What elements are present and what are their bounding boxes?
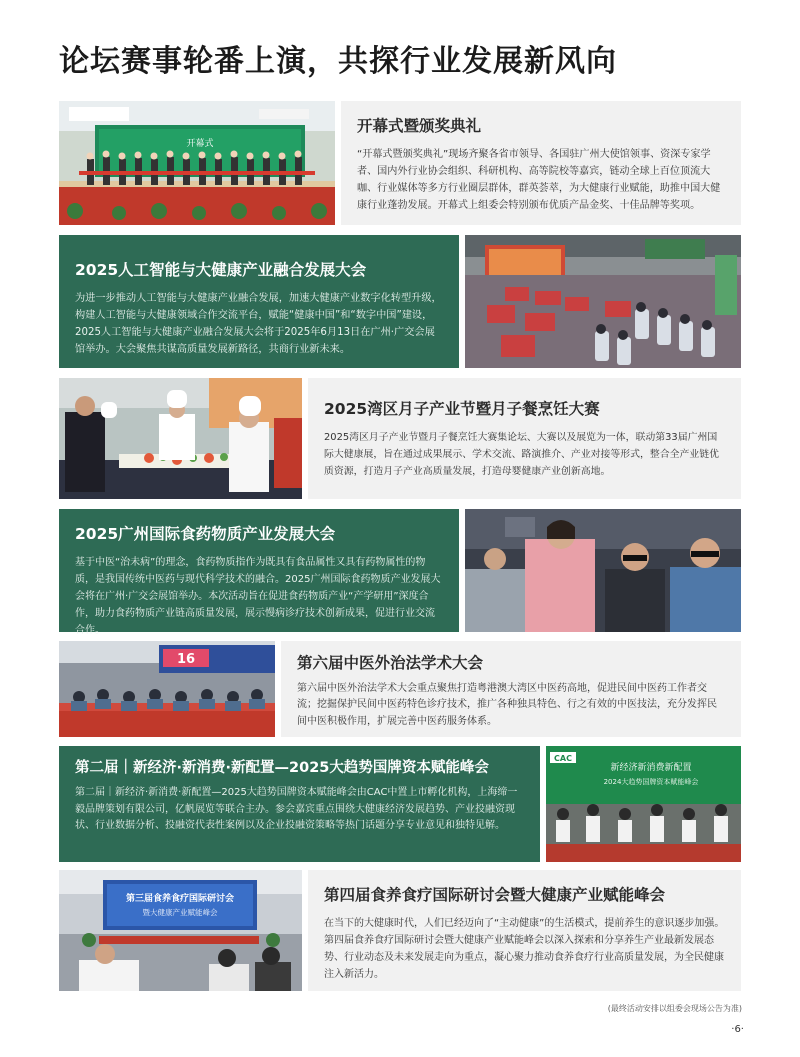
dietary-therapy-panel bbox=[308, 870, 741, 991]
schedule-footnote: (最终活动安排以组委会现场公告为准) bbox=[607, 1004, 742, 1013]
dietary-therapy-illustration bbox=[59, 870, 302, 991]
ai-health-panel bbox=[59, 235, 459, 368]
tcm-photo bbox=[59, 641, 275, 737]
tcm-illustration bbox=[59, 641, 275, 737]
page-title: 论坛赛事轮番上演，共探行业发展新风向 bbox=[59, 44, 617, 79]
food-medicine-photo bbox=[465, 509, 741, 632]
postpartum-panel bbox=[308, 378, 741, 499]
food-medicine-description: 基于中医“治未病”的理念，食药物质指作为既具有食品属性又具有药物属性的物质，是我国传统中医药与现代科学技术的融合。2025广州国际食药物质产业发展大会将在广州·广交会展馆举办。本次活动旨在促进食药物质产业“产学研用”深度合作，助力食药物质产业链高质量发展，展示慢病诊疗技术创新成果，促进行业交流合作。 bbox=[75, 556, 441, 636]
capital-summit-title: 第二届｜新经济·新消费·新配置—2025大趋势国牌资本赋能峰会 bbox=[75, 760, 489, 776]
ai-health-photo bbox=[465, 235, 741, 368]
opening-ceremony-photo bbox=[59, 101, 335, 225]
postpartum-illustration bbox=[59, 378, 302, 499]
opening-ceremony-panel bbox=[341, 101, 741, 225]
dietary-photo-line2: 暨大健康产业赋能峰会 bbox=[142, 908, 218, 917]
capital-summit-description: 第二届｜新经济·新消费·新配置—2025大趋势国牌资本赋能峰会由CAC中置上市孵化机构，上海缔一毅品牌策划有限公司，亿帆展览等联合主办。参会嘉宾重点围绕大健康经济发展趋势、产业投融资现状、行业数据分析、投融资代表性案例以及企业投融资策略等热门话题分享专业意见和独特见解。 bbox=[75, 787, 518, 832]
food-medicine-illustration bbox=[465, 509, 741, 632]
capital-photo-line1: 新经济新消费新配置 bbox=[610, 763, 692, 773]
page-number: ·6· bbox=[731, 1024, 744, 1035]
ai-health-illustration bbox=[465, 235, 741, 368]
ai-health-title: 2025人工智能与大健康产业融合发展大会 bbox=[75, 261, 367, 279]
ai-health-description: 为进一步推动人工智能与大健康产业融合发展，加速大健康产业数字化转型升级，构建人工智能与大健康领域合作交流平台，赋能“健康中国”和“数字中国”建设，2025人工智能与大健康产业融合发展大会将于2025年6月13日在广州·广交会展馆举办。大会聚焦共谋高质量发展新路径，共商行业新未来。 bbox=[75, 292, 442, 355]
opening-photo-label: 开幕式 bbox=[186, 139, 214, 149]
capital-summit-illustration bbox=[546, 746, 741, 862]
opening-ceremony-illustration bbox=[59, 101, 335, 225]
opening-ceremony-title: 开幕式暨颁奖典礼 bbox=[357, 117, 482, 135]
postpartum-title: 2025湾区月子产业节暨月子餐烹饪大赛 bbox=[324, 400, 600, 418]
capital-logo: CAC bbox=[554, 754, 572, 763]
postpartum-photo bbox=[59, 378, 302, 499]
postpartum-description: 2025湾区月子产业节暨月子餐烹饪大赛集论坛、大赛以及展览为一体，联动第33届广州国际大健康展，旨在通过成果展示、学术交流、路演推介、产业对接等形式，整合全产业链优质资源，打造月子产业高质量发展，打造母婴健康产业创新高地。 bbox=[324, 431, 720, 477]
tcm-panel bbox=[281, 641, 741, 737]
dietary-photo-line1: 第三届食养食疗国际研讨会 bbox=[125, 894, 235, 904]
tcm-description: 第六届中医外治法学术大会重点聚焦打造粤港澳大湾区中医药高地，促进民间中医药工作者交流；挖掘保护民间中医药特色诊疗技术，推广各种独具特色、行之有效的中医技法，充分发挥民间中医积极作用，扩展完善中医药服务体系。 bbox=[297, 682, 717, 727]
food-medicine-panel bbox=[59, 509, 459, 636]
dietary-therapy-photo bbox=[59, 870, 302, 991]
opening-ceremony-description: “开幕式暨颁奖典礼”现场齐聚各省市领导、各国驻广州大使馆领事、资深专家学者、国内外行业协会组织、科研机构、高等院校等嘉宾，链动全球上百位顶流大咖、行业媒体等多方行业圈层群体，群英荟萃，为大健康行业赋能，助推中国大健康行业蓬勃发展。开幕式上组委会特别颁布优质产品金奖、十佳品牌等奖项。 bbox=[357, 148, 721, 211]
food-medicine-title: 2025广州国际食药物质产业发展大会 bbox=[75, 525, 336, 543]
capital-photo-line2: 2024大趋势国牌资本赋能峰会 bbox=[603, 778, 699, 786]
dietary-therapy-title: 第四届食养食疗国际研讨会暨大健康产业赋能峰会 bbox=[324, 886, 666, 904]
tcm-title: 第六届中医外治法学术大会 bbox=[297, 654, 484, 672]
dietary-therapy-description: 在当下的大健康时代，人们已经迈向了“主动健康”的生活模式，提前养生的意识逐步加强。第四届食养食疗国际研讨会暨大健康产业赋能峰会以深入探索和分享养生产业最新发展态势、行业动态及未来发展走向为重点，凝心聚力推动食养食疗行业高质量发展，为全民健康注入新活力。 bbox=[324, 917, 725, 980]
capital-summit-panel bbox=[59, 746, 540, 862]
capital-summit-photo bbox=[546, 746, 741, 862]
tcm-photo-label: 16 bbox=[176, 652, 196, 667]
